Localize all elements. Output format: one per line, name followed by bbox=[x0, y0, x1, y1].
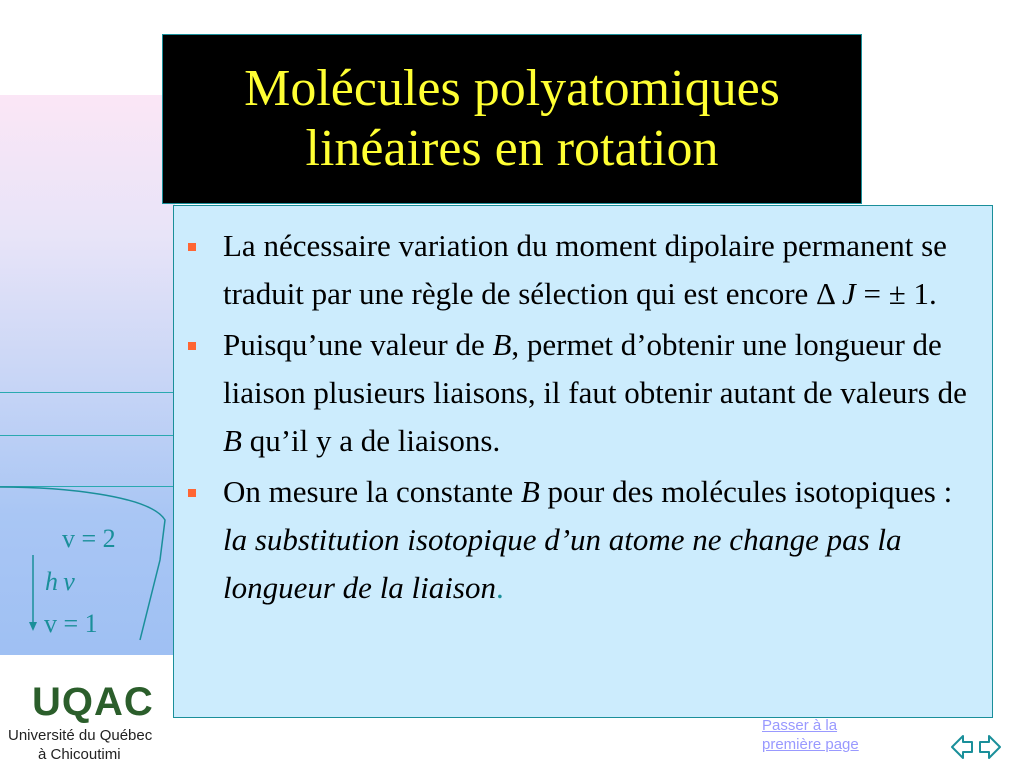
bullet-item bbox=[174, 321, 972, 465]
slide-title bbox=[244, 59, 780, 179]
logo-mark: UQAC bbox=[32, 680, 154, 724]
bullet-item bbox=[174, 222, 972, 318]
bullet-text-run: J bbox=[842, 276, 856, 311]
bullet-text-run: La nécessaire variation du moment dipolaire permanent se traduit par une règle de sélection qui est encore Δ bbox=[223, 228, 947, 311]
logo-university: Université du Québec bbox=[8, 727, 153, 744]
transition-energy-label bbox=[45, 567, 75, 597]
bullet-text-run: B bbox=[492, 327, 512, 362]
bullet-marker-icon bbox=[188, 342, 196, 350]
level-lower-label: v = 1 bbox=[44, 609, 98, 638]
title-line-2: linéaires en rotation bbox=[305, 120, 719, 177]
potential-curve bbox=[0, 0, 175, 768]
frequency-nu: ν bbox=[63, 567, 75, 596]
bullet-text-run: qu’il y a de liaisons. bbox=[241, 423, 501, 458]
link-line-2: première page bbox=[762, 736, 859, 753]
bullet-item bbox=[174, 468, 972, 612]
title-line-1: Molécules polyatomiques bbox=[244, 60, 780, 117]
bullet-marker-icon bbox=[188, 489, 196, 497]
bullet-marker-icon bbox=[188, 243, 196, 251]
bullet-text-run: pour des molécules isotopiques : bbox=[539, 474, 953, 509]
level-upper-label: v = 2 bbox=[62, 524, 116, 553]
planck-h: h bbox=[45, 567, 58, 596]
bullet-text-run: On mesure la constante bbox=[223, 474, 521, 509]
bullet-text-run: , permet d’obtenir une longueur de liaison plusieurs liaisons, il faut obtenir autant de valeurs de bbox=[223, 327, 967, 410]
uqac-logo bbox=[8, 672, 178, 768]
first-page-link[interactable] bbox=[762, 716, 859, 754]
bullet-text-run: Puisqu’une valeur de bbox=[223, 327, 493, 362]
logo-city: à Chicoutimi bbox=[38, 746, 121, 763]
bullet-list bbox=[174, 206, 992, 612]
bullet-text-run: B bbox=[223, 423, 242, 458]
bullet-text-run: = ± 1. bbox=[855, 276, 937, 311]
content-box bbox=[173, 205, 993, 718]
bullet-text-run: . bbox=[495, 570, 504, 605]
title-box bbox=[162, 34, 862, 204]
bullet-text-run: B bbox=[520, 474, 540, 509]
prev-next-arrows-icon[interactable] bbox=[950, 733, 1002, 761]
bullet-text-run: la substitution isotopique d’un atome ne change pas la longueur de la liaison bbox=[223, 522, 902, 605]
link-line-1: Passer à la bbox=[762, 717, 838, 734]
